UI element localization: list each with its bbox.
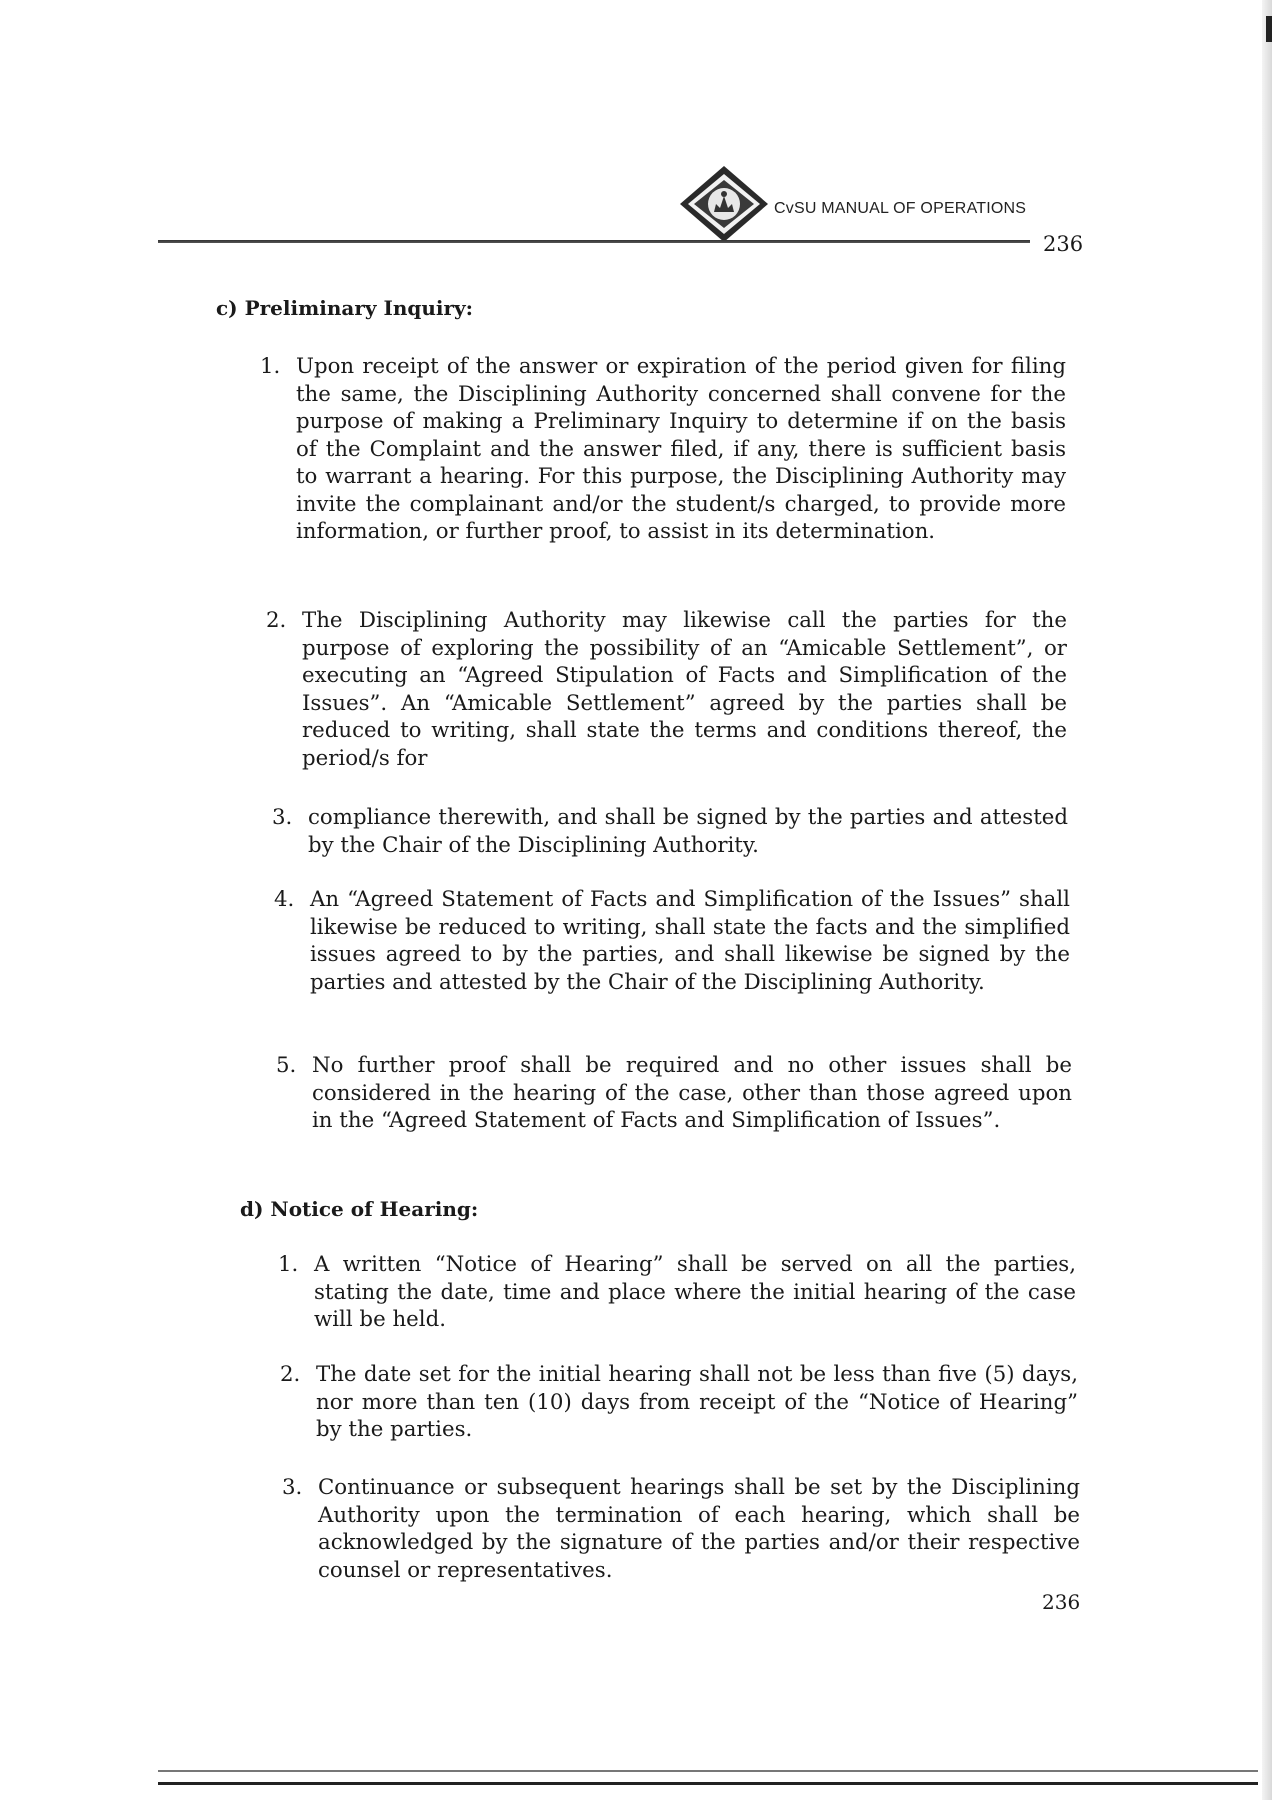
page-header xyxy=(0,0,1272,260)
list-item-text: The Disciplining Authority may likewise call the parties for the purpose of exploring the possibility of an “Amicable Settlement”, or executing an “Agreed Stipulation of Facts and Simplification of the Issues”. An “Amicable Settlement” agreed by the parties shall be reduced to writing, shall state the terms and conditions thereof, the period/s for xyxy=(302,608,1067,771)
bottom-rule-thick xyxy=(158,1782,1258,1785)
list-item xyxy=(282,1474,1080,1584)
list-item-text: A written “Notice of Hearing” shall be served on all the parties, stating the date, time and place where the initial hearing of the case will be held. xyxy=(314,1252,1076,1332)
footer-page-number: 236 xyxy=(1042,1590,1081,1614)
bottom-rule xyxy=(158,1770,1258,1772)
list-item-text: Upon receipt of the answer or expiration of the period given for filing the same, the Disciplining Authority concerned shall convene for the purpose of making a Preliminary Inquiry to determine if on the basis of the Complaint and the answer filed, if any, there is sufficient basis to warrant a hearing. For this purpose, the Disciplining Authority may invite the complainant and/or the student/s charged, to provide more information, or further proof, to assist in its determination. xyxy=(296,354,1066,544)
list-item xyxy=(274,886,1070,996)
header-rule xyxy=(158,240,1030,243)
section-heading-preliminary-inquiry: c) Preliminary Inquiry: xyxy=(216,296,474,320)
list-item-number: 1. xyxy=(260,354,281,379)
list-item-number: 2. xyxy=(280,1362,301,1387)
list-item xyxy=(278,1251,1076,1334)
list-item-number: 3. xyxy=(272,805,293,830)
list-item-text: compliance therewith, and shall be signed by the parties and attested by the Chair of the Disciplining Authority. xyxy=(308,805,1068,858)
list-item xyxy=(266,607,1067,772)
list-item-number: 2. xyxy=(266,608,287,633)
list-item-number: 5. xyxy=(276,1053,297,1078)
list-item xyxy=(260,353,1066,546)
list-item xyxy=(272,804,1068,859)
cvsu-logo xyxy=(678,164,770,244)
list-item-text: An “Agreed Statement of Facts and Simplification of the Issues” shall likewise be reduced to writing, shall state the facts and the simplified issues agreed to by the parties, and shall likewise be signed by the parties and attested by the Chair of the Disciplining Authority. xyxy=(310,887,1070,995)
list-item-text: The date set for the initial hearing shall not be less than five (5) days, nor more than ten (10) days from receipt of the “Notice of Hearing” by the parties. xyxy=(316,1362,1078,1442)
list-item xyxy=(280,1361,1078,1444)
list-item xyxy=(276,1052,1072,1135)
list-item-number: 4. xyxy=(274,887,295,912)
list-item-number: 3. xyxy=(282,1475,303,1500)
header-title: CvSU MANUAL OF OPERATIONS xyxy=(774,200,1027,217)
list-item-number: 1. xyxy=(278,1252,299,1277)
page-edge-shadow xyxy=(1262,0,1272,1800)
list-item-text: No further proof shall be required and no other issues shall be considered in the hearing of the case, other than those agreed upon in the “Agreed Statement of Facts and Simplification of Issues”. xyxy=(312,1053,1072,1133)
section-heading-notice-of-hearing: d) Notice of Hearing: xyxy=(240,1197,479,1221)
list-item-text: Continuance or subsequent hearings shall be set by the Disciplining Authority upon the termination of each hearing, which shall be acknowledged by the signature of the parties and/or their respective counsel or representatives. xyxy=(318,1475,1080,1583)
header-page-number: 236 xyxy=(1043,232,1084,256)
